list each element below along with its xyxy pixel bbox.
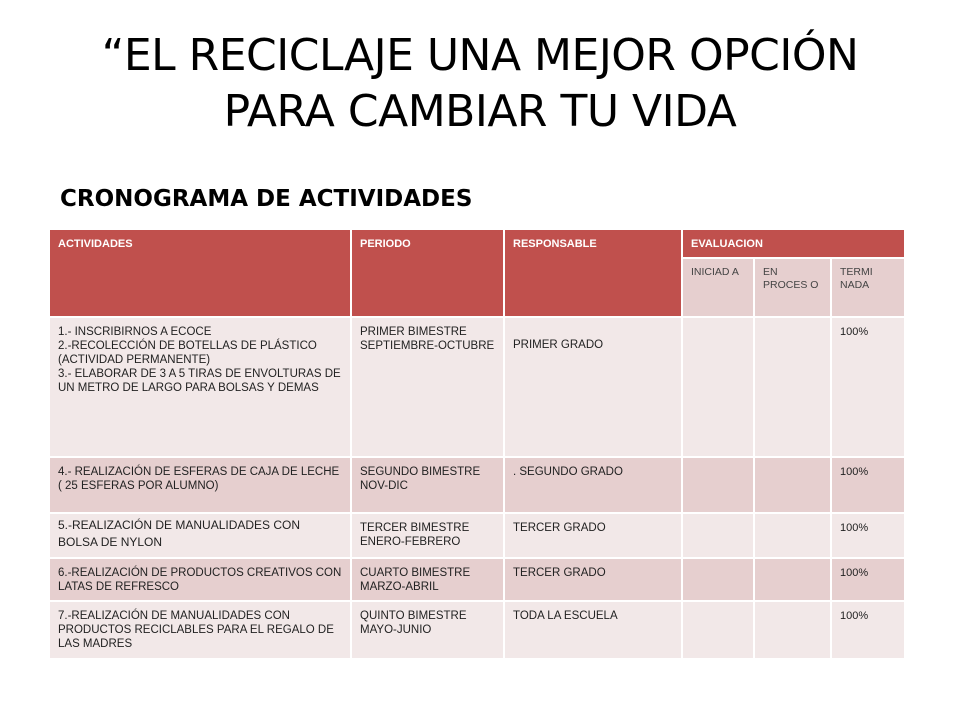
slide-title: “EL RECICLAJE UNA MEJOR OPCIÓN PARA CAMBIAR TU VIDA: [101, 30, 859, 137]
cell-en-proceso: [754, 601, 831, 659]
cell-responsable: TODA LA ESCUELA: [504, 601, 682, 659]
cell-periodo: PRIMER BIMESTRE SEPTIEMBRE-OCTUBRE: [351, 317, 504, 457]
header-evaluacion: EVALUACION: [682, 229, 905, 258]
cell-terminada: 100%: [831, 457, 905, 513]
cell-terminada: 100%: [831, 601, 905, 659]
cell-en-proceso: [754, 317, 831, 457]
cell-responsable: TERCER GRADO: [504, 513, 682, 558]
cell-iniciada: [682, 317, 754, 457]
cell-responsable: PRIMER GRADO: [504, 317, 682, 457]
cell-periodo: SEGUNDO BIMESTRE NOV-DIC: [351, 457, 504, 513]
cell-terminada: 100%: [831, 558, 905, 601]
table-row: [49, 457, 905, 513]
header-actividades: ACTIVIDADES: [49, 229, 351, 317]
cell-actividad: 5.-REALIZACIÓN DE MANUALIDADES CON BOLSA DE NYLON: [49, 513, 351, 558]
cell-en-proceso: [754, 513, 831, 558]
schedule-table: [48, 228, 906, 660]
table-row: [49, 513, 905, 558]
cell-actividad: 1.- INSCRIBIRNOS A ECOCE 2.-RECOLECCIÓN DE BOTELLAS DE PLÁSTICO (ACTIVIDAD PERMANENTE) 3.- ELABORAR DE 3 A 5 TIRAS DE ENVOLTURAS DE UN METRO DE LARGO PARA BOLSAS Y DEMAS: [49, 317, 351, 457]
cell-terminada: 100%: [831, 513, 905, 558]
cell-responsable: TERCER GRADO: [504, 558, 682, 601]
cell-en-proceso: [754, 457, 831, 513]
cell-periodo: QUINTO BIMESTRE MAYO-JUNIO: [351, 601, 504, 659]
cell-actividad: 6.-REALIZACIÓN DE PRODUCTOS CREATIVOS CON LATAS DE REFRESCO: [49, 558, 351, 601]
cell-responsable: . SEGUNDO GRADO: [504, 457, 682, 513]
table-row: [49, 601, 905, 659]
header-iniciada: INICIAD A: [682, 258, 754, 317]
table-row: [49, 317, 905, 457]
header-responsable: RESPONSABLE: [504, 229, 682, 317]
table-row: [49, 558, 905, 601]
cell-iniciada: [682, 601, 754, 659]
cell-actividad: 4.- REALIZACIÓN DE ESFERAS DE CAJA DE LECHE ( 25 ESFERAS POR ALUMNO): [49, 457, 351, 513]
header-terminada: TERMI NADA: [831, 258, 905, 317]
cell-iniciada: [682, 513, 754, 558]
slide-subtitle: CRONOGRAMA DE ACTIVIDADES: [60, 186, 473, 212]
cell-actividad: 7.-REALIZACIÓN DE MANUALIDADES CON PRODUCTOS RECICLABLES PARA EL REGALO DE LAS MADRES: [49, 601, 351, 659]
header-en-proceso: EN PROCES O: [754, 258, 831, 317]
cell-terminada: 100%: [831, 317, 905, 457]
cell-en-proceso: [754, 558, 831, 601]
cell-iniciada: [682, 558, 754, 601]
cell-iniciada: [682, 457, 754, 513]
cell-periodo: TERCER BIMESTRE ENERO-FEBRERO: [351, 513, 504, 558]
cell-periodo: CUARTO BIMESTRE MARZO-ABRIL: [351, 558, 504, 601]
header-periodo: PERIODO: [351, 229, 504, 317]
